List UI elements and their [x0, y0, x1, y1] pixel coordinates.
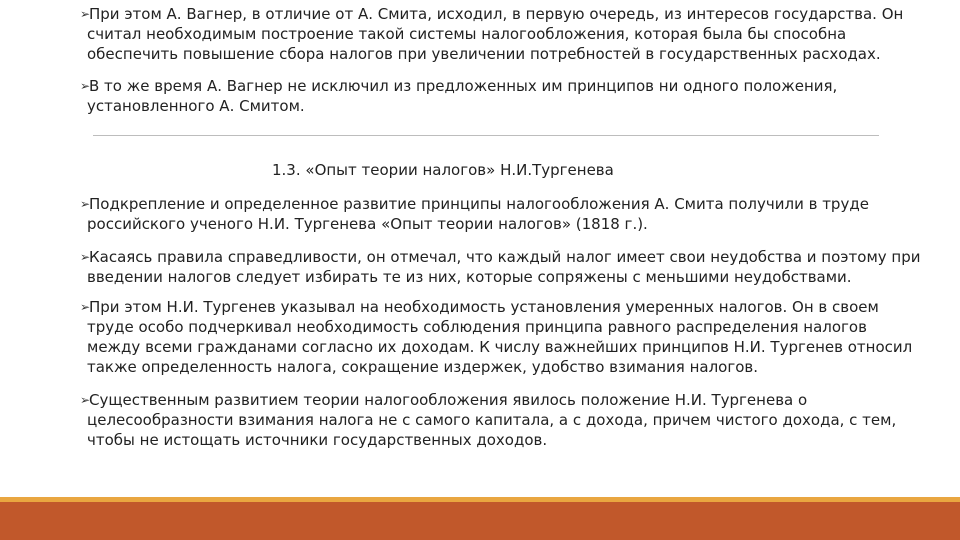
bullet-turgenev-moderate-taxes	[80, 297, 960, 377]
bullet-line: обеспечить повышение сбора налогов при увеличении потребностей в государственных расходах.	[87, 45, 881, 63]
bullet-line	[80, 247, 960, 267]
bullet-line: труде особо подчеркивал необходимость соблюдения принципа равного распределения налогов	[87, 318, 867, 336]
bullet-wagner-smith-principles	[80, 76, 960, 116]
bullet-turgenev-income-tax	[80, 390, 960, 450]
bullet-line	[80, 297, 960, 317]
bullet-line: между всеми гражданами согласно их доходам. К числу важнейших принципов Н.И. Тургенев относил	[87, 338, 913, 356]
bullet-text: Существенным развитием теории налогообложения явилось положение Н.И. Тургенева о	[89, 391, 808, 409]
bullet-line	[80, 390, 960, 410]
bullet-turgenev-development	[80, 194, 960, 234]
bullet-line: чтобы не истощать источники государственных доходов.	[87, 431, 548, 449]
section-heading: 1.3. «Опыт теории налогов» Н.И.Тургенева	[272, 161, 614, 179]
bullet-line	[80, 194, 960, 214]
bullet-text: В то же время А. Вагнер не исключил из предложенных им принципов ни одного положения,	[89, 77, 838, 95]
bullet-line	[80, 4, 960, 24]
arrow-bullet-icon: ➢	[80, 250, 91, 264]
footer-bar	[0, 502, 960, 540]
arrow-bullet-icon: ➢	[80, 7, 91, 21]
bullet-text: При этом Н.И. Тургенев указывал на необходимость установления умеренных налогов. Он в своем	[89, 298, 879, 316]
bullet-wagner-state-interests	[80, 4, 960, 64]
bullet-line: российского ученого Н.И. Тургенева «Опыт теории налогов» (1818 г.).	[87, 215, 648, 233]
bullet-turgenev-justice	[80, 247, 960, 287]
bullet-line: также определенность налога, сокращение издержек, удобство взимания налогов.	[87, 358, 758, 376]
bullet-line: целесообразности взимания налога не с самого капитала, а с дохода, причем чистого дохода, с тем,	[87, 411, 897, 429]
bullet-line: установленного А. Смитом.	[87, 97, 305, 115]
bullet-text: Подкрепление и определенное развитие принципы налогообложения А. Смита получили в труде	[89, 195, 869, 213]
arrow-bullet-icon: ➢	[80, 79, 91, 93]
bullet-line: введении налогов следует избирать те из них, которые сопряжены с меньшими неудобствами.	[87, 268, 852, 286]
bullet-line: считал необходимым построение такой системы налогообложения, которая была бы способна	[87, 25, 847, 43]
bullet-line	[80, 76, 960, 96]
arrow-bullet-icon: ➢	[80, 393, 91, 407]
arrow-bullet-icon: ➢	[80, 300, 91, 314]
bullet-text: Касаясь правила справедливости, он отмечал, что каждый налог имеет свои неудобства и поэтому при	[89, 248, 921, 266]
arrow-bullet-icon: ➢	[80, 197, 91, 211]
bullet-text: При этом А. Вагнер, в отличие от А. Смита, исходил, в первую очередь, из интересов государства. Он	[89, 5, 904, 23]
section-divider	[93, 135, 879, 136]
